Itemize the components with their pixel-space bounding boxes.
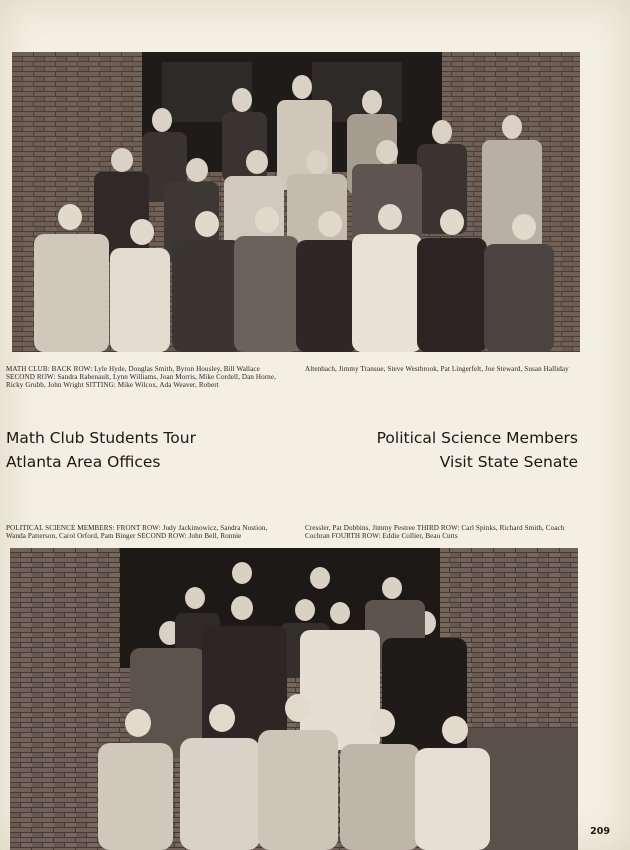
page-number: 209: [590, 826, 610, 837]
political-science-group-photo: [10, 548, 578, 850]
political-science-headline-line2: Visit State Senate: [439, 453, 578, 471]
math-club-headline-line1: Math Club Students Tour: [6, 429, 196, 447]
math-club-caption-left: MATH CLUB: BACK ROW: Lyle Hyde, Douglas Smith, Byron Housley, Bill Wallace SECOND ROW: Sandra Rabenault, Lynn Williams, Joan Morris, Mike Cordell, Dan Horne, Ricky Grubb, John Wright SITTING: Mike Wilcox, Ada Weaver, Robert: [6, 365, 276, 389]
political-science-headline: [318, 426, 578, 474]
political-science-headline-line1: Political Science Members: [376, 429, 578, 447]
political-science-photo-illustration: [10, 548, 578, 850]
political-science-caption-left: POLITICAL SCIENCE MEMBERS: FRONT ROW: Judy Jackimowicz, Sandra Nostion, Wanda Patterson, Carol Orford, Pam Binger SECOND ROW: John Bell, Ronnie: [6, 524, 268, 540]
math-club-headline-line2: Atlanta Area Offices: [6, 453, 161, 471]
math-club-photo-illustration: [12, 52, 580, 352]
math-club-group-photo: [12, 52, 580, 352]
math-club-caption-right: Altenbach, Jimmy Transue, Steve Westbrook, Pat Lingerfelt, Joe Steward, Susan Halliday: [305, 365, 569, 373]
math-club-headline: [6, 426, 266, 474]
political-science-caption-right: Cressler, Pat Dobbins, Jimmy Pestree THIRD ROW: Carl Spinks, Richard Smith, Coach Cochran FOURTH ROW: Eddie Collier, Beau Cutts: [305, 524, 565, 540]
